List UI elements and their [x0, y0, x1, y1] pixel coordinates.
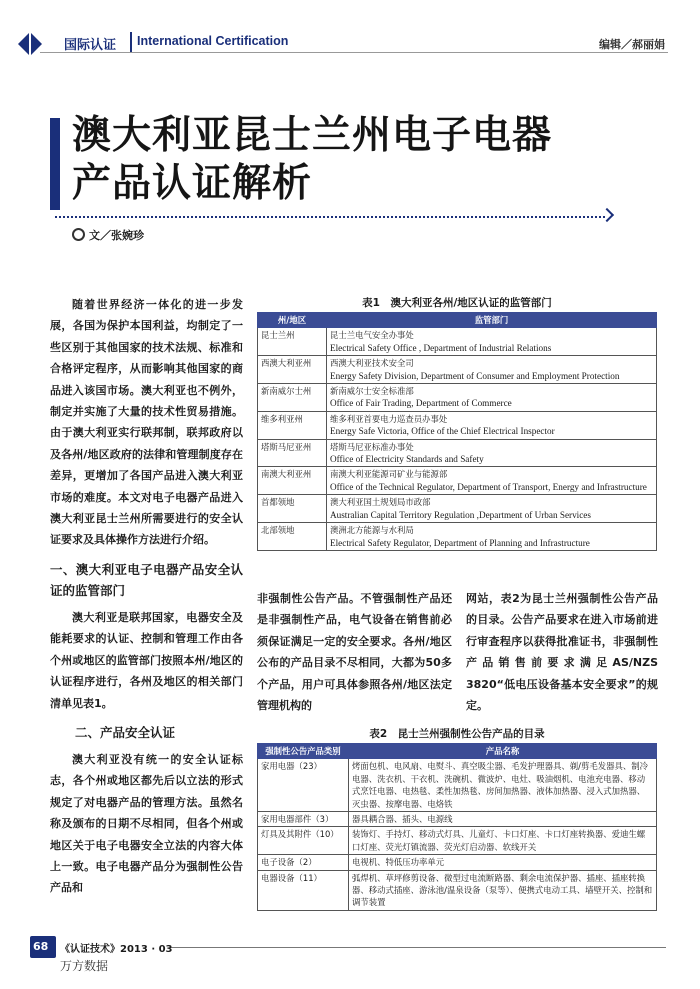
agency-name-en: Energy Safety Division, Department of Consumer and Employment Protection	[330, 370, 620, 381]
table2-caption: 表2 昆士兰州强制性公告产品的目录	[369, 728, 545, 740]
agency-name-en: Electrical Safety Office , Department of Industrial Relations	[330, 342, 552, 353]
diamond-icon	[18, 32, 42, 56]
page-header	[0, 0, 700, 80]
section-title-en: International Certification	[137, 34, 289, 48]
table2-header-products: 产品名称	[349, 744, 657, 759]
region-cell: 塔斯马尼亚州	[258, 439, 327, 467]
agency-cell	[327, 328, 657, 356]
paragraph: 澳大利亚没有统一的安全认证标志，各个州或地区都先后以立法的形式规定了对电器产品的管理方法。虽然名称及颁布的日期不尽相同，但各个州或地区关于电子电器安全立法的内容大体上一致。电子电器产品分为强制性公告产品和	[50, 752, 243, 895]
section-heading: 一、澳大利亚电子电器产品安全认证的监管部门	[50, 561, 243, 598]
products-cell: 弧焊机、草坪修剪设备、微型过电流断路器、剩余电流保护器、插座、插座转换器、移动式插座、游泳池/温泉设备（泵等）、便携式电动工具、墙壁开关、控制和调节装置	[349, 870, 657, 910]
article-title	[72, 112, 552, 208]
agency-name-cn: 南澳大利亚能源司矿业与能源部	[330, 469, 448, 480]
region-cell: 南澳大利亚州	[258, 467, 327, 495]
body-column-3	[466, 588, 658, 716]
agency-name-cn: 塔斯马尼亚标准办事处	[330, 441, 414, 452]
editor-credit: 编辑／郝丽娟	[599, 38, 665, 51]
agency-name-cn: 澳洲北方能源与水利局	[330, 525, 414, 536]
region-cell: 新南威尔士州	[258, 384, 327, 412]
title-line-2: 产品认证解析	[72, 161, 313, 206]
agency-cell	[327, 495, 657, 523]
agency-cell	[327, 467, 657, 495]
agency-cell	[327, 411, 657, 439]
table1-header-region: 州/地区	[258, 313, 327, 328]
agency-cell	[327, 356, 657, 384]
agency-name-en: Office of the Technical Regulator, Department of Transport, Energy and Infrastructure	[330, 481, 647, 492]
region-cell: 西澳大利亚州	[258, 356, 327, 384]
author-name: 文／张婉珍	[89, 229, 144, 242]
region-cell: 维多利亚州	[258, 411, 327, 439]
arrow-right-icon	[600, 208, 614, 222]
agency-name-en: Electrical Safety Regulator, Department of Planning and Infrastructure	[330, 537, 590, 548]
category-cell: 家用电器部件（3）	[258, 812, 349, 827]
table-row	[258, 439, 657, 467]
table-row	[258, 759, 657, 812]
agency-name-cn: 澳大利亚国土规划局市政部	[330, 497, 431, 508]
title-dotted-rule	[55, 216, 605, 218]
region-cell: 昆士兰州	[258, 328, 327, 356]
body-column-1	[50, 294, 243, 899]
agency-name-cn: 新南威尔士安全标准部	[330, 386, 414, 397]
agency-name-en: Australian Capital Territory Regulation ,Department of Urban Services	[330, 509, 591, 520]
table1-header-agency: 监管部门	[327, 313, 657, 328]
products-cell: 器具耦合器、插头、电源线	[349, 812, 657, 827]
author-byline	[72, 227, 144, 243]
region-cell: 首都领地	[258, 495, 327, 523]
watermark: 万方数据	[60, 959, 109, 973]
category-cell: 电器设备（11）	[258, 870, 349, 910]
bullet-circle-icon	[72, 228, 85, 241]
table-row	[258, 411, 657, 439]
table-row	[258, 523, 657, 551]
header-separator	[130, 32, 132, 52]
products-cell: 电视机、特低压功率单元	[349, 855, 657, 870]
table-regulators	[257, 312, 657, 551]
agency-cell	[327, 384, 657, 412]
agency-name-cn: 西澳大利亚技术安全司	[330, 358, 414, 369]
table-row	[258, 812, 657, 827]
paragraph: 澳大利亚是联邦国家，电器安全及能耗要求的认证、控制和管理工作由各个州或地区的监管部门按照本州/地区的认证程序进行，各州及地区的相关部门清单见表1。	[50, 610, 243, 710]
table1-caption: 表1 澳大利亚各州/地区认证的监管部门	[362, 297, 552, 309]
category-cell: 电子设备（2）	[258, 855, 349, 870]
body-column-2	[257, 588, 452, 716]
table-row	[258, 384, 657, 412]
region-cell: 北部领地	[258, 523, 327, 551]
header-rule	[40, 52, 668, 53]
products-cell: 烤面包机、电风扇、电熨斗、真空吸尘器、毛发护理器具、剃/剪毛发器具、制冷电器、洗衣机、干衣机、洗碗机、微波炉、电灶、吸油烟机、电池充电器、移动式烹饪电器、电热毯、柔性加热毯、房间加热器、液体加热器、浸入式加热器、灭虫器、按摩电器、电烙铁	[349, 759, 657, 812]
title-accent-bar	[50, 118, 60, 210]
section-title-cn: 国际认证	[64, 38, 117, 53]
agency-name-en: Office of Electricity Standards and Safety	[330, 454, 484, 465]
magazine-issue: 《认证技术》2013 · 03	[60, 944, 173, 955]
table2-header-category: 强制性公告产品类别	[258, 744, 349, 759]
category-cell: 灯具及其附件（10）	[258, 827, 349, 855]
table-row	[258, 827, 657, 855]
agency-name-cn: 维多利亚首要电力巡查员办事处	[330, 413, 448, 424]
title-line-1: 澳大利亚昆士兰州电子电器	[72, 113, 553, 158]
table-mandatory-products	[257, 743, 657, 911]
products-cell: 装饰灯、手持灯、移动式灯具、儿童灯、卡口灯座、卡口灯座转换器、爱迪生螺口灯座、荧光灯镇流器、荧光灯启动器、软线开关	[349, 827, 657, 855]
agency-cell	[327, 439, 657, 467]
table-row	[258, 870, 657, 910]
table-row	[258, 356, 657, 384]
table-row	[258, 467, 657, 495]
page-number: 68	[33, 940, 49, 953]
paragraph: 网站，表2为昆士兰州强制性公告产品的目录。公告产品要求在进入市场前进行审查程序以获得批准证书，非强制性产品销售前要求满足AS/NZS 3820“低电压设备基本安全要求”的规定。	[466, 592, 658, 713]
paragraph: 非强制性公告产品。不管强制性产品还是非强制性产品，电气设备在销售前必须保证满足一定的安全要求。各州/地区公布的产品目录不尽相同，大都为50多个产品，用户可具体参照各州/地区法定管理机构的	[257, 592, 452, 713]
table-row	[258, 495, 657, 523]
footer-rule	[170, 947, 666, 948]
table-row	[258, 328, 657, 356]
agency-name-en: Energy Safe Victoria, Office of the Chief Electrical Inspector	[330, 426, 555, 437]
category-cell: 家用电器（23）	[258, 759, 349, 812]
agency-name-en: Office of Fair Trading, Department of Commerce	[330, 398, 512, 409]
agency-cell	[327, 523, 657, 551]
table-row	[258, 855, 657, 870]
section-heading: 二、产品安全认证	[75, 724, 176, 740]
agency-name-cn: 昆士兰电气安全办事处	[330, 330, 414, 341]
paragraph: 随着世界经济一体化的进一步发展，各国为保护本国利益，均制定了一些区别于其他国家的技术法规、标准和合格评定程序，从而影响其他国家的商品进入该国市场。澳大利亚也不例外，制定并实施了大量的技术性贸易措施。由于澳大利亚实行联邦制，联邦政府以及各州/地区政府的法律和管理制度存在差异，更增加了各国产品进入澳大利亚市场的难度。本文对电子电器产品进入澳大利亚昆士兰州所需要进行的安全认证要求及具体操作方法进行介绍。	[50, 298, 243, 547]
